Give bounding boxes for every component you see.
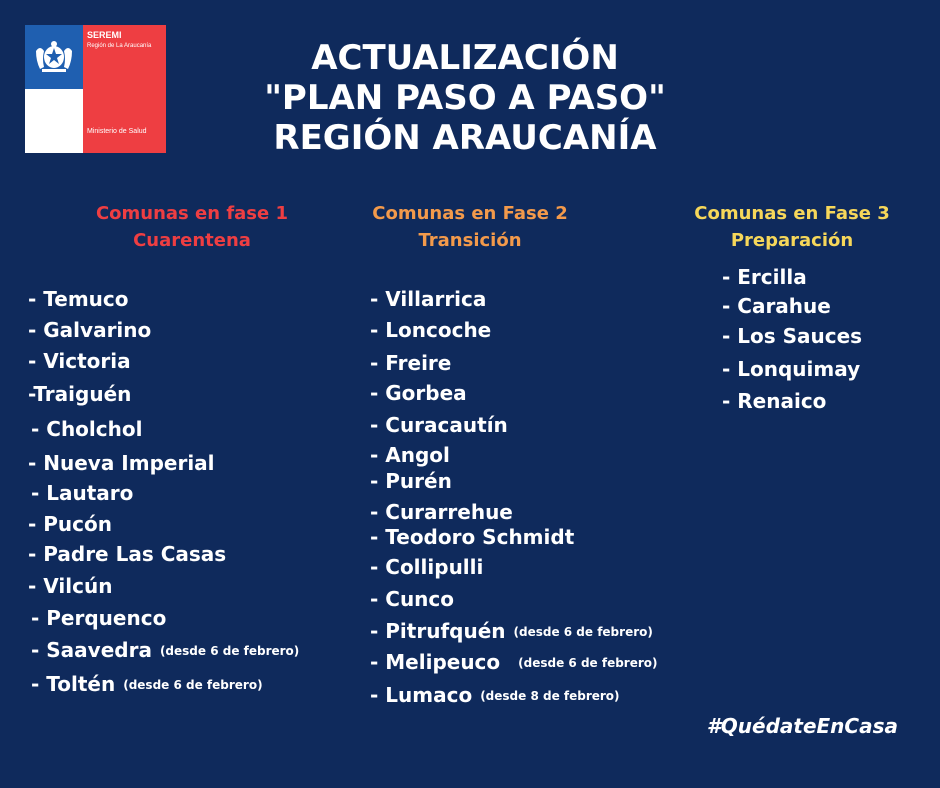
- commune-name: - Lumaco: [370, 683, 473, 707]
- commune-name: - Villarrica: [370, 287, 487, 311]
- phase2-title: Comunas en Fase 2: [372, 203, 568, 224]
- commune-name: - Saavedra: [31, 638, 152, 662]
- title-line-3: REGIÓN ARAUCANÍA: [273, 118, 657, 158]
- commune-name: - Curacautín: [370, 413, 508, 437]
- phase3-title: Comunas en Fase 3: [694, 203, 890, 224]
- commune-date-note: (desde 6 de febrero): [518, 656, 658, 670]
- phase1-heading: [72, 200, 312, 254]
- phase3-list-item: [722, 265, 807, 289]
- commune-date-note: (desde 6 de febrero): [159, 644, 300, 658]
- phase2-list-item: [370, 287, 486, 311]
- phase3-list-item: [722, 294, 831, 318]
- commune-date-note: (desde 6 de febrero): [513, 625, 653, 639]
- phase1-list-item: [28, 512, 112, 536]
- phase3-list-item: [722, 357, 860, 381]
- phase1-list-item: [31, 606, 166, 630]
- commune-name: - Collipulli: [370, 555, 484, 579]
- phase1-list-item: [28, 318, 151, 342]
- phase1-list-item: [31, 417, 142, 441]
- phase2-list-item: [370, 443, 450, 467]
- commune-name: - Perquenco: [31, 606, 167, 630]
- commune-name: - Vilcún: [28, 574, 113, 598]
- phase2-list-item: [370, 555, 483, 579]
- commune-date-note: (desde 8 de febrero): [480, 689, 620, 703]
- phase2-list-item: [370, 469, 452, 493]
- phase2-heading: [350, 200, 590, 254]
- commune-name: - Angol: [370, 443, 450, 467]
- commune-name: - Pucón: [28, 512, 112, 536]
- commune-name: - Purén: [370, 469, 452, 493]
- phase1-list-item: [28, 574, 112, 598]
- commune-name: -Traiguén: [28, 382, 132, 406]
- phase1-list-item: [31, 481, 133, 505]
- chile-coat-of-arms-icon: [25, 25, 83, 89]
- commune-name: - Temuco: [28, 287, 129, 311]
- logo-seremi: SEREMI: [87, 30, 122, 40]
- ministry-logo: [25, 25, 166, 153]
- phase2-list-item: [370, 318, 491, 342]
- commune-name: - Renaico: [722, 389, 827, 413]
- logo-region: Región de La Araucanía: [87, 43, 152, 49]
- phase1-title: Comunas en fase 1: [95, 203, 289, 224]
- phase3-heading: [672, 200, 912, 254]
- commune-name: - Loncoche: [370, 318, 492, 342]
- phase1-list-item: [28, 542, 226, 566]
- commune-name: - Pitrufquén: [370, 619, 506, 643]
- phase2-list-item: [370, 683, 620, 708]
- phase1-list-item: [28, 349, 131, 373]
- commune-name: - Ercilla: [722, 265, 807, 289]
- commune-name: - Melipeuco: [370, 650, 501, 674]
- commune-name: - Freire: [370, 351, 452, 375]
- phase3-list-item: [722, 324, 862, 348]
- phase3-list-item: [722, 389, 826, 413]
- commune-name: - Cunco: [370, 587, 455, 611]
- commune-name: - Toltén: [31, 672, 116, 696]
- logo-ministry: Ministerio de Salud: [87, 128, 147, 135]
- phase2-list-item: [370, 587, 454, 611]
- commune-name: - Padre Las Casas: [28, 542, 227, 566]
- phase1-list-item: [28, 382, 131, 406]
- phase3-subtitle: Preparación: [730, 230, 854, 251]
- phase2-list-item: [370, 619, 653, 644]
- commune-name: - Curarrehue: [370, 500, 513, 524]
- phase2-list-item: [370, 525, 574, 549]
- phase2-subtitle: Transición: [418, 230, 522, 251]
- phase1-list-item: [28, 287, 129, 311]
- commune-name: - Galvarino: [28, 318, 152, 342]
- commune-name: - Lautaro: [31, 481, 134, 505]
- logo-flag-block: [25, 25, 83, 153]
- phase1-list-item: [28, 451, 215, 475]
- commune-name: - Victoria: [28, 349, 131, 373]
- commune-name: - Lonquimay: [722, 357, 861, 381]
- commune-name: - Teodoro Schmidt: [370, 525, 575, 549]
- page-title: [200, 38, 730, 158]
- hashtag-label: #QuédateEnCasa: [706, 714, 898, 738]
- phase1-list-item: [31, 638, 299, 663]
- commune-date-note: (desde 6 de febrero): [123, 678, 263, 692]
- commune-name: - Cholchol: [31, 417, 143, 441]
- commune-name: - Carahue: [722, 294, 831, 318]
- phase2-list-item: [370, 650, 658, 675]
- phase1-subtitle: Cuarentena: [133, 230, 251, 251]
- commune-name: - Nueva Imperial: [28, 451, 215, 475]
- phase2-list-item: [370, 500, 513, 524]
- phase1-list-item: [31, 672, 263, 697]
- title-line-1: ACTUALIZACIÓN: [311, 38, 619, 78]
- title-line-2: "PLAN PASO A PASO": [264, 78, 666, 118]
- phase2-list-item: [370, 413, 508, 437]
- commune-name: - Gorbea: [370, 381, 467, 405]
- commune-name: - Los Sauces: [722, 324, 863, 348]
- phase2-list-item: [370, 351, 451, 375]
- logo-text-block: [83, 25, 166, 153]
- phase2-list-item: [370, 381, 467, 405]
